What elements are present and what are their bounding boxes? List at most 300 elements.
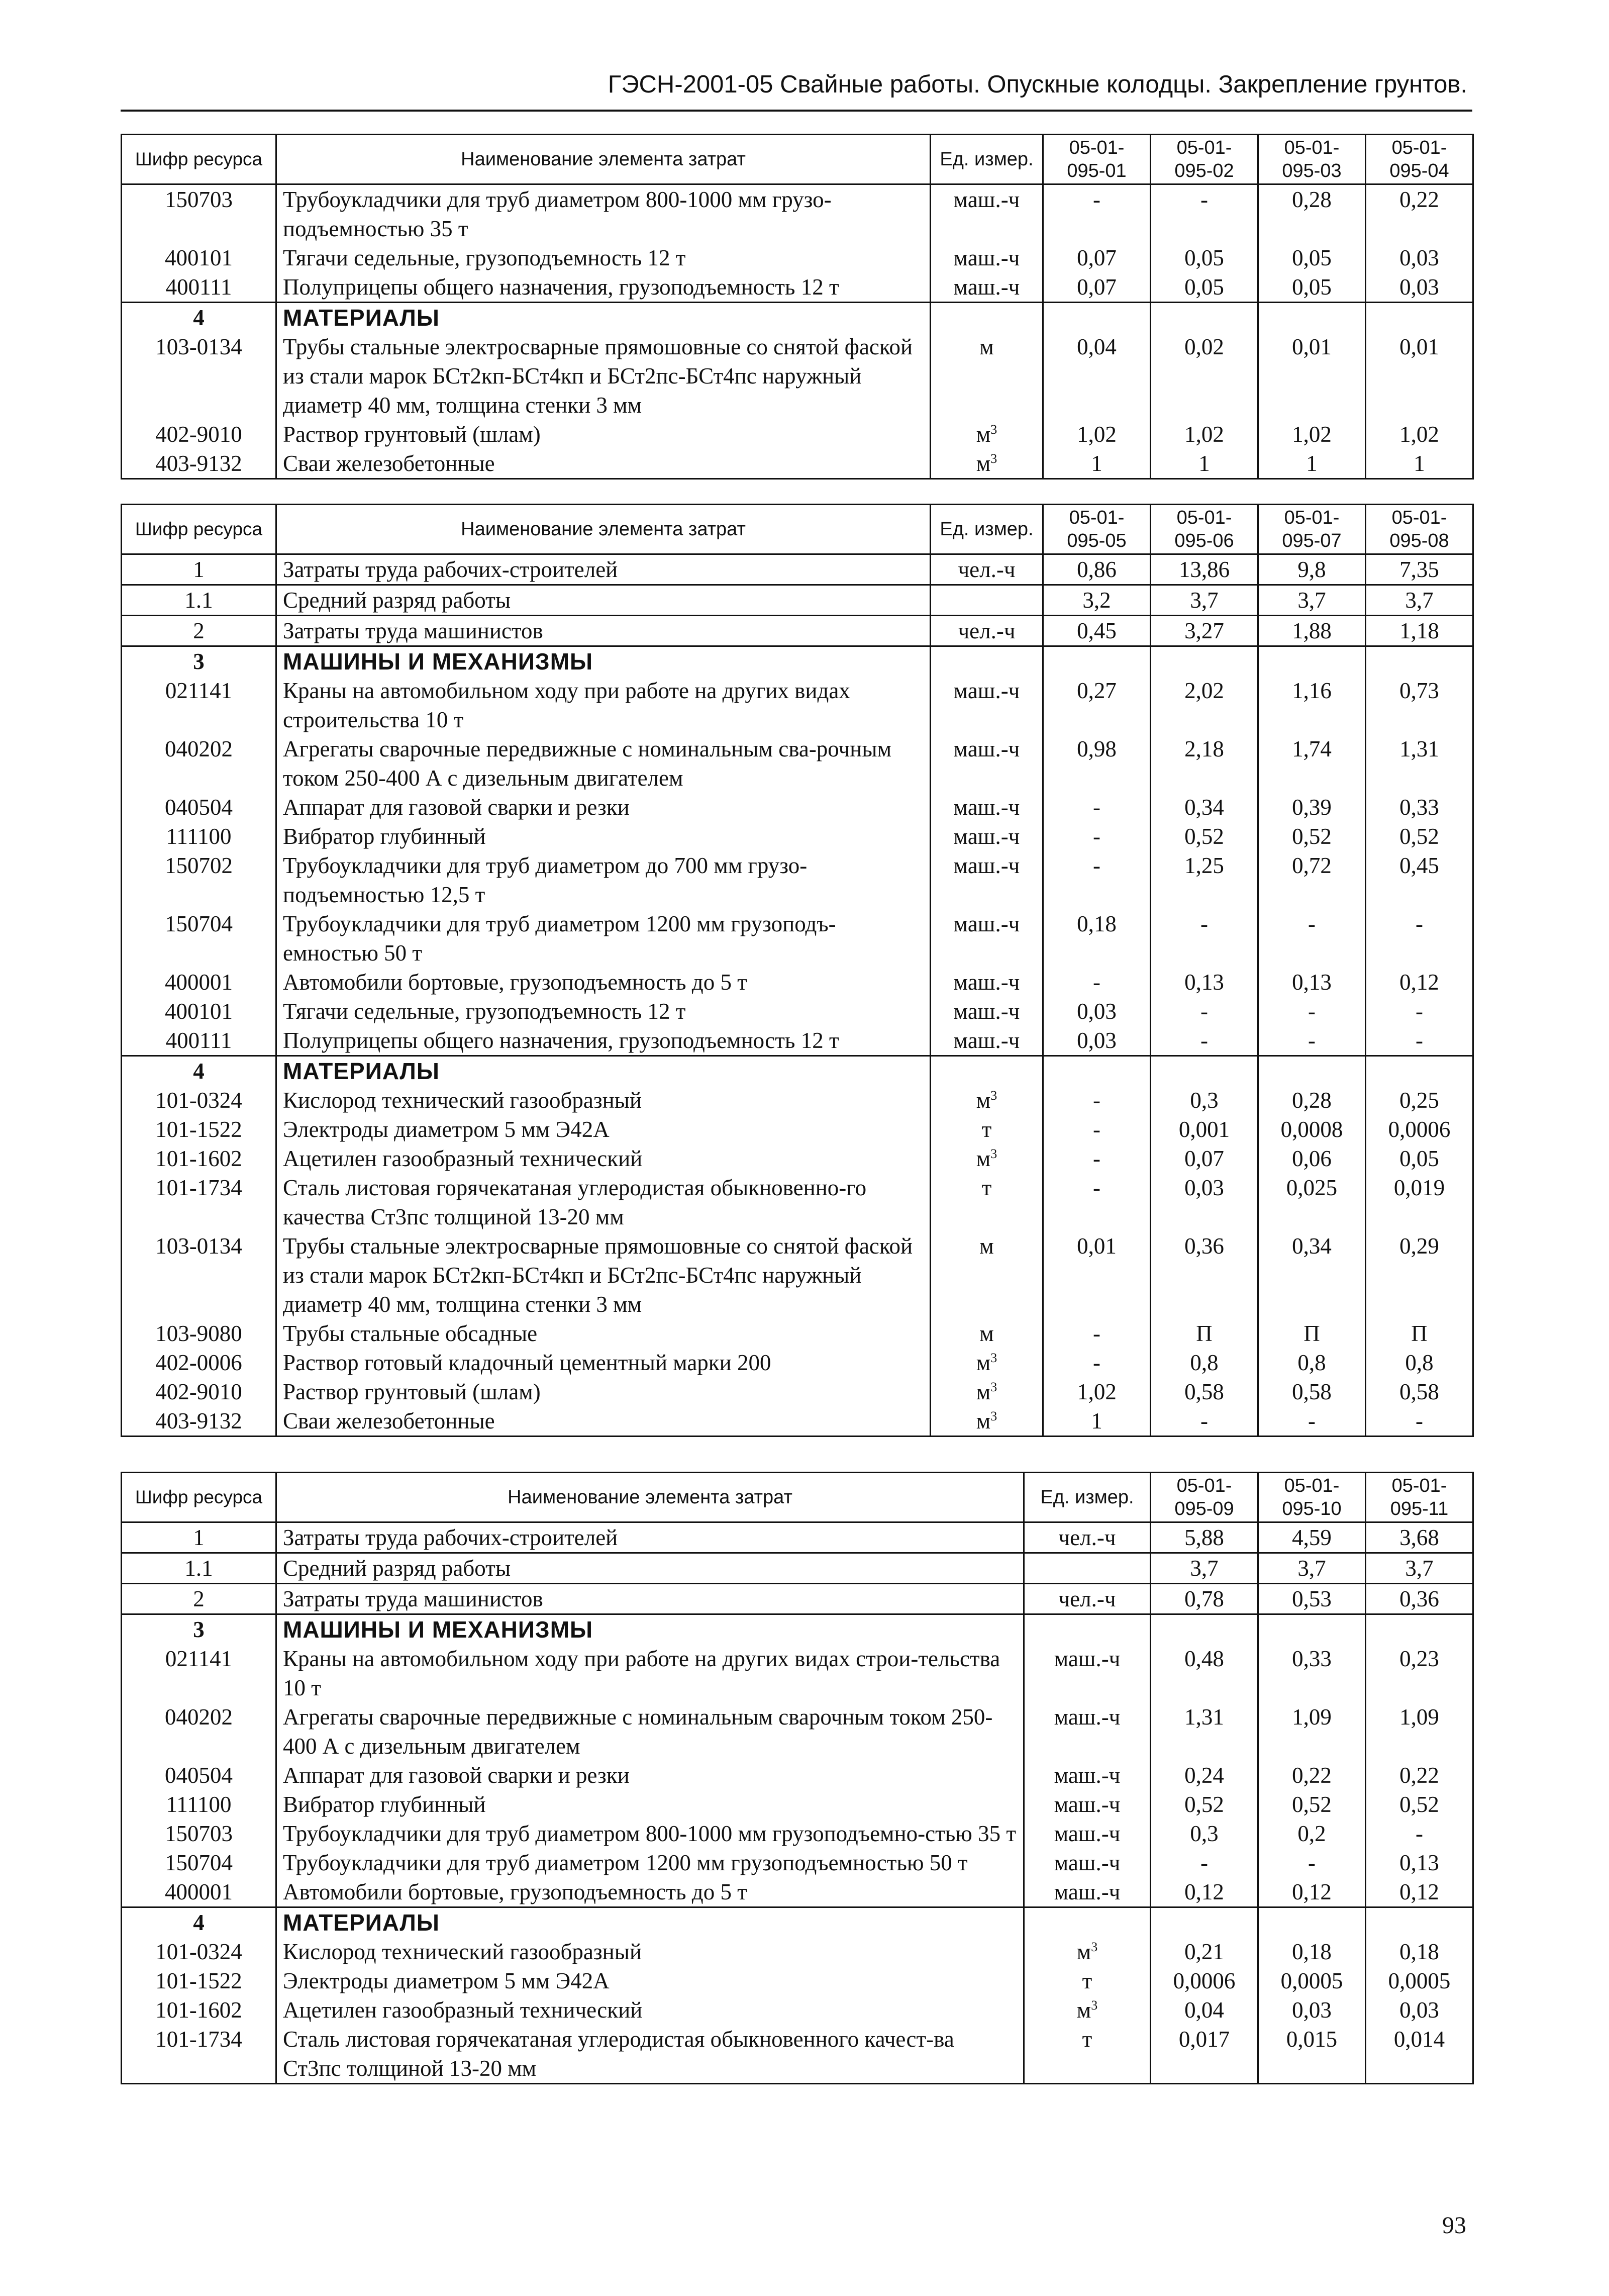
resource-code: 101-1734 [122,2025,276,2084]
unit-cell [931,449,1043,479]
resource-name: Кислород технический газообразный [276,1086,931,1115]
unit-cell [1024,1937,1151,1966]
resource-code: 150703 [122,1819,276,1848]
value-cell: - [1366,1026,1473,1056]
table-row [122,554,1473,585]
value-cell: 0,04 [1151,1995,1258,2025]
value-cell: 0,22 [1258,1761,1366,1790]
norm-code-header [1151,505,1258,554]
code-column-header: Шифр ресурса [122,505,276,554]
value-cell: 9,8 [1258,554,1366,585]
table-row [122,1406,1473,1437]
unit-cell [931,554,1043,585]
value-cell: 0,8 [1151,1348,1258,1377]
value-cell: 0,015 [1258,2025,1366,2084]
unit-cell [931,585,1043,616]
unit-text: маш.-ч [953,999,1020,1024]
norm-code-line: 095-09 [1174,1498,1234,1519]
resource-name: Полуприцепы общего назначения, грузоподъемность 12 т [276,272,931,303]
unit-text: маш.-ч [953,853,1020,878]
value-cell: - [1151,184,1258,244]
value-cell: 0,36 [1151,1231,1258,1319]
table-row [122,449,1473,479]
value-cell: 0,025 [1258,1173,1366,1231]
section-row [122,1614,1473,1645]
norm-code-line: 05-01- [1284,137,1340,158]
resource-name: Трубоукладчики для труб диаметром 800-1000 мм грузо-подъемностью 35 т [276,184,931,244]
value-cell: 0,0005 [1366,1966,1473,1995]
unit-text: маш.-ч [953,824,1020,849]
table-row [122,676,1473,734]
header-row [122,135,1473,184]
value-cell: 1 [1043,1406,1151,1437]
unit-superscript: 3 [1091,1940,1098,1954]
value-cell: 1 [1258,449,1366,479]
value-cell: 0,45 [1043,616,1151,646]
resource-code: 040504 [122,793,276,822]
value-cell: 1 [1366,449,1473,479]
value-cell: 0,45 [1366,851,1473,909]
value-cell: 0,06 [1258,1144,1366,1173]
value-cell: 0,98 [1043,734,1151,793]
resource-name: Трубоукладчики для труб диаметром 1200 мм грузоподъемностью 50 т [276,1848,1024,1877]
unit-cell [1024,1644,1151,1702]
unit-superscript: 3 [990,1146,997,1161]
value-cell: 0,03 [1366,272,1473,303]
unit-text: маш.-ч [1054,1704,1121,1730]
value-cell: - [1366,1406,1473,1437]
unit-text: маш.-ч [1054,1792,1121,1817]
resource-name: Затраты труда машинистов [276,616,931,646]
value-cell: 1 [1043,449,1151,479]
value-cell: 4,59 [1258,1522,1366,1553]
value-cell: 0,019 [1366,1173,1473,1231]
value-cell: 0,18 [1366,1937,1473,1966]
unit-superscript: 3 [990,1380,997,1394]
unit-text: маш.-ч [953,678,1020,703]
value-cell: 0,05 [1258,272,1366,303]
value-cell: 1,31 [1366,734,1473,793]
value-cell: 1,74 [1258,734,1366,793]
unit-column-header: Ед. измер. [931,135,1043,184]
unit-cell [931,676,1043,734]
unit-text: маш.-ч [1054,1879,1121,1904]
value-cell: 1 [1151,449,1258,479]
unit-superscript: 3 [990,1351,997,1365]
unit-text: м [1076,1939,1091,1964]
value-cell: - [1043,1115,1151,1144]
unit-text: маш.-ч [953,245,1020,270]
unit-cell [931,822,1043,851]
table-row [122,1966,1473,1995]
value-cell: 0,13 [1151,968,1258,997]
resource-code: 402-0006 [122,1348,276,1377]
resource-name: Средний разряд работы [276,585,931,616]
resource-name: Затраты труда рабочих-строителей [276,1522,1024,1553]
resource-table-2 [121,504,1474,1437]
table-row [122,1995,1473,2025]
value-cell: - [1258,1026,1366,1056]
value-cell: 0,21 [1151,1937,1258,1966]
table-row [122,1319,1473,1348]
norm-code-line: 05-01- [1284,1475,1340,1496]
table-row [122,1144,1473,1173]
unit-text: чел.-ч [958,618,1016,643]
norm-code-header [1258,505,1366,554]
resource-name: Автомобили бортовые, грузоподъемность до 5 т [276,968,931,997]
unit-text: м [976,1379,991,1404]
value-cell: 5,88 [1151,1522,1258,1553]
value-cell: 0,52 [1151,1790,1258,1819]
norm-code-line: 05-01- [1391,137,1447,158]
unit-text: чел.-ч [1058,1525,1116,1550]
unit-text: маш.-ч [953,187,1020,212]
unit-cell [1024,1790,1151,1819]
resource-code: 111100 [122,822,276,851]
value-cell: 0,03 [1151,1173,1258,1231]
table-row [122,616,1473,646]
value-cell: 1,02 [1151,420,1258,449]
resource-name: Затраты труда рабочих-строителей [276,554,931,585]
table-row [122,1086,1473,1115]
resource-name: Затраты труда машинистов [276,1584,1024,1614]
norm-code-header [1366,135,1473,184]
resource-code: 101-0324 [122,1937,276,1966]
table-row [122,1377,1473,1406]
value-cell: - [1366,997,1473,1026]
header-row [122,505,1473,554]
value-cell: 0,0006 [1366,1115,1473,1144]
value-cell: 0,22 [1366,1761,1473,1790]
resource-code: 101-1602 [122,1144,276,1173]
norm-code-line: 095-08 [1389,530,1449,551]
value-cell: 0,33 [1258,1644,1366,1702]
table-row [122,184,1473,244]
header-rule [121,110,1472,112]
resource-name: Трубы стальные электросварные прямошовные со снятой фаской из стали марок БСт2кп-БСт4кп и БСт2пс-БСт4пс наружный диаметр 40 мм, толщина стенки 3 мм [276,332,931,420]
value-cell: 0,23 [1366,1644,1473,1702]
unit-text: маш.-ч [1054,1821,1121,1846]
table-row [122,1877,1473,1907]
value-cell: 0,0008 [1258,1115,1366,1144]
resource-code: 101-0324 [122,1086,276,1115]
norm-code-header [1151,1473,1258,1522]
header-row [122,1473,1473,1522]
value-cell [1151,646,1258,677]
value-cell: 0,58 [1151,1377,1258,1406]
unit-text: маш.-ч [1054,1763,1121,1788]
value-cell: - [1151,1406,1258,1437]
unit-text: м [979,1321,994,1346]
unit-column-header: Ед. измер. [931,505,1043,554]
value-cell: - [1043,822,1151,851]
value-cell [1151,1614,1258,1645]
unit-cell [1024,1522,1151,1553]
table-row [122,1231,1473,1319]
resource-name: Ацетилен газообразный технический [276,1995,1024,2025]
value-cell: П [1151,1319,1258,1348]
resource-name: Трубоукладчики для труб диаметром 1200 мм грузоподъ-емностью 50 т [276,909,931,968]
table-row [122,243,1473,272]
unit-cell [931,272,1043,303]
norm-code-line: 095-03 [1282,160,1342,181]
value-cell: 0,2 [1258,1819,1366,1848]
resource-code: 400111 [122,1026,276,1056]
value-cell: 0,18 [1258,1937,1366,1966]
table-row [122,585,1473,616]
value-cell: 0,01 [1043,1231,1151,1319]
table-row [122,1819,1473,1848]
value-cell [1043,1056,1151,1086]
value-cell [1043,646,1151,677]
resource-name: Агрегаты сварочные передвижные с номинальным сва-рочным током 250-400 А с дизельным двигателем [276,734,931,793]
value-cell: 3,7 [1366,1553,1473,1584]
resource-name: Средний разряд работы [276,1553,1024,1584]
value-cell: 0,78 [1151,1584,1258,1614]
value-cell: 0,52 [1366,1790,1473,1819]
table-row [122,1584,1473,1614]
table-row [122,420,1473,449]
resource-name: Вибратор глубинный [276,1790,1024,1819]
norm-code-header [1151,135,1258,184]
resource-code: 4 [122,303,276,333]
value-cell: 0,28 [1258,184,1366,244]
unit-text: маш.-ч [953,795,1020,820]
value-cell: - [1151,1848,1258,1877]
resource-code: 402-9010 [122,420,276,449]
table-row [122,1026,1473,1056]
value-cell: 0,39 [1258,793,1366,822]
resource-name: Трубоукладчики для труб диаметром 800-1000 мм грузоподъемно-стью 35 т [276,1819,1024,1848]
value-cell: 0,52 [1151,822,1258,851]
value-cell [1151,1056,1258,1086]
unit-superscript: 3 [990,1409,997,1423]
resource-code: 2 [122,1584,276,1614]
unit-text: м [976,451,991,476]
resource-name: Аппарат для газовой сварки и резки [276,793,931,822]
value-cell: - [1043,184,1151,244]
value-cell: 0,3 [1151,1086,1258,1115]
value-cell: 0,58 [1258,1377,1366,1406]
resource-code: 402-9010 [122,1377,276,1406]
value-cell [1366,1614,1473,1645]
resource-name: Ацетилен газообразный технический [276,1144,931,1173]
unit-cell [1024,1614,1151,1645]
value-cell: - [1258,1848,1366,1877]
value-cell: 0,86 [1043,554,1151,585]
unit-text: чел.-ч [1058,1586,1116,1611]
value-cell [1366,646,1473,677]
norm-code-header [1366,505,1473,554]
value-cell: 0,0005 [1258,1966,1366,1995]
resource-code: 150704 [122,909,276,968]
value-cell [1151,1907,1258,1938]
resource-code: 400001 [122,968,276,997]
resource-name: Тягачи седельные, грузоподъемность 12 т [276,997,931,1026]
unit-cell [931,243,1043,272]
resource-name: Автомобили бортовые, грузоподъемность до 5 т [276,1877,1024,1907]
value-cell [1043,303,1151,333]
value-cell: - [1258,909,1366,968]
value-cell: 0,05 [1151,243,1258,272]
unit-cell [1024,1995,1151,2025]
section-title: МАТЕРИАЛЫ [276,1907,1024,1938]
value-cell: 2,18 [1151,734,1258,793]
value-cell: 0,8 [1258,1348,1366,1377]
value-cell: 0,05 [1366,1144,1473,1173]
unit-cell [931,1406,1043,1437]
resource-code: 400101 [122,997,276,1026]
section-title: МАШИНЫ И МЕХАНИЗМЫ [276,646,931,677]
value-cell: - [1366,1819,1473,1848]
resource-code: 403-9132 [122,449,276,479]
unit-text: м [976,1146,991,1171]
value-cell: - [1151,1026,1258,1056]
unit-text: маш.-ч [953,736,1020,761]
value-cell: 1,02 [1258,420,1366,449]
resource-name: Электроды диаметром 5 мм Э42А [276,1966,1024,1995]
unit-cell [931,1115,1043,1144]
unit-cell [931,1319,1043,1348]
resource-name: Краны на автомобильном ходу при работе на других видах строительства 10 т [276,676,931,734]
norm-code-line: 05-01- [1069,137,1125,158]
resource-code: 040202 [122,1702,276,1761]
value-cell [1366,1056,1473,1086]
unit-text: маш.-ч [953,274,1020,300]
table-row [122,822,1473,851]
table-row [122,909,1473,968]
norm-code-header [1043,135,1151,184]
resource-code: 103-0134 [122,1231,276,1319]
unit-cell [931,646,1043,677]
unit-text: маш.-ч [953,911,1020,936]
value-cell: 0,12 [1151,1877,1258,1907]
resource-code: 400111 [122,272,276,303]
value-cell: 0,014 [1366,2025,1473,2084]
unit-cell [931,184,1043,244]
resource-code: 150702 [122,851,276,909]
resource-code: 3 [122,1614,276,1645]
value-cell: 0,04 [1043,332,1151,420]
table-row [122,1790,1473,1819]
value-cell: 0,12 [1258,1877,1366,1907]
value-cell: 1,09 [1258,1702,1366,1761]
resource-name: Раствор грунтовый (шлам) [276,1377,931,1406]
resource-code: 021141 [122,676,276,734]
value-cell: 3,7 [1258,1553,1366,1584]
unit-text: т [1082,1968,1092,1993]
resource-code: 103-9080 [122,1319,276,1348]
value-cell: 0,13 [1366,1848,1473,1877]
unit-superscript: 3 [990,451,997,466]
resource-code: 103-0134 [122,332,276,420]
value-cell: 1,02 [1043,420,1151,449]
value-cell: 0,27 [1043,676,1151,734]
norm-code-line: 05-01- [1176,137,1232,158]
value-cell: 0,03 [1366,243,1473,272]
value-cell: 0,8 [1366,1348,1473,1377]
value-cell: 0,36 [1366,1584,1473,1614]
value-cell: 1,18 [1366,616,1473,646]
code-column-header: Шифр ресурса [122,1473,276,1522]
resource-name: Вибратор глубинный [276,822,931,851]
resource-code: 1 [122,1522,276,1553]
value-cell: 3,68 [1366,1522,1473,1553]
value-cell: - [1043,1319,1151,1348]
value-cell: 13,86 [1151,554,1258,585]
value-cell: - [1366,909,1473,968]
resource-code: 040504 [122,1761,276,1790]
unit-text: т [981,1175,992,1200]
resource-code: 150703 [122,184,276,244]
resource-code: 1.1 [122,1553,276,1584]
unit-cell [931,616,1043,646]
value-cell: 1,25 [1151,851,1258,909]
unit-cell [931,997,1043,1026]
unit-cell [1024,1702,1151,1761]
value-cell: 1,88 [1258,616,1366,646]
value-cell [1258,646,1366,677]
table-row [122,1553,1473,1584]
value-cell: - [1043,1173,1151,1231]
value-cell: П [1366,1319,1473,1348]
table-row [122,1173,1473,1231]
value-cell [1151,303,1258,333]
value-cell: 1,02 [1366,420,1473,449]
unit-cell [931,1173,1043,1231]
unit-cell [931,909,1043,968]
unit-cell [1024,2025,1151,2084]
unit-cell [931,1026,1043,1056]
value-cell: 3,7 [1258,585,1366,616]
value-cell [1366,1907,1473,1938]
unit-text: маш.-ч [1054,1850,1121,1875]
value-cell: - [1043,1086,1151,1115]
value-cell [1258,1614,1366,1645]
table-row [122,734,1473,793]
value-cell: - [1151,909,1258,968]
value-cell: 0,34 [1258,1231,1366,1319]
resource-name: Полуприцепы общего назначения, грузоподъемность 12 т [276,1026,931,1056]
unit-cell [931,420,1043,449]
value-cell: 3,2 [1043,585,1151,616]
resource-code: 1 [122,554,276,585]
unit-cell [931,1231,1043,1319]
value-cell: 0,0006 [1151,1966,1258,1995]
unit-cell [1024,1761,1151,1790]
unit-cell [1024,1907,1151,1938]
value-cell [1258,1907,1366,1938]
value-cell: 1,09 [1366,1702,1473,1761]
value-cell: 0,33 [1366,793,1473,822]
value-cell: 0,03 [1043,1026,1151,1056]
value-cell: 7,35 [1366,554,1473,585]
norm-code-line: 05-01- [1284,507,1340,528]
norm-code-line: 095-02 [1174,160,1234,181]
resource-name: Электроды диаметром 5 мм Э42А [276,1115,931,1144]
value-cell: - [1151,997,1258,1026]
resource-code: 101-1522 [122,1115,276,1144]
norm-code-line: 05-01- [1069,507,1125,528]
unit-superscript: 3 [1091,1998,1098,2013]
unit-text: маш.-ч [953,1028,1020,1053]
unit-cell [931,1348,1043,1377]
resource-code: 101-1602 [122,1995,276,2025]
value-cell: 0,53 [1258,1584,1366,1614]
table-row [122,1702,1473,1761]
resource-code: 400101 [122,243,276,272]
unit-text: т [981,1117,992,1142]
